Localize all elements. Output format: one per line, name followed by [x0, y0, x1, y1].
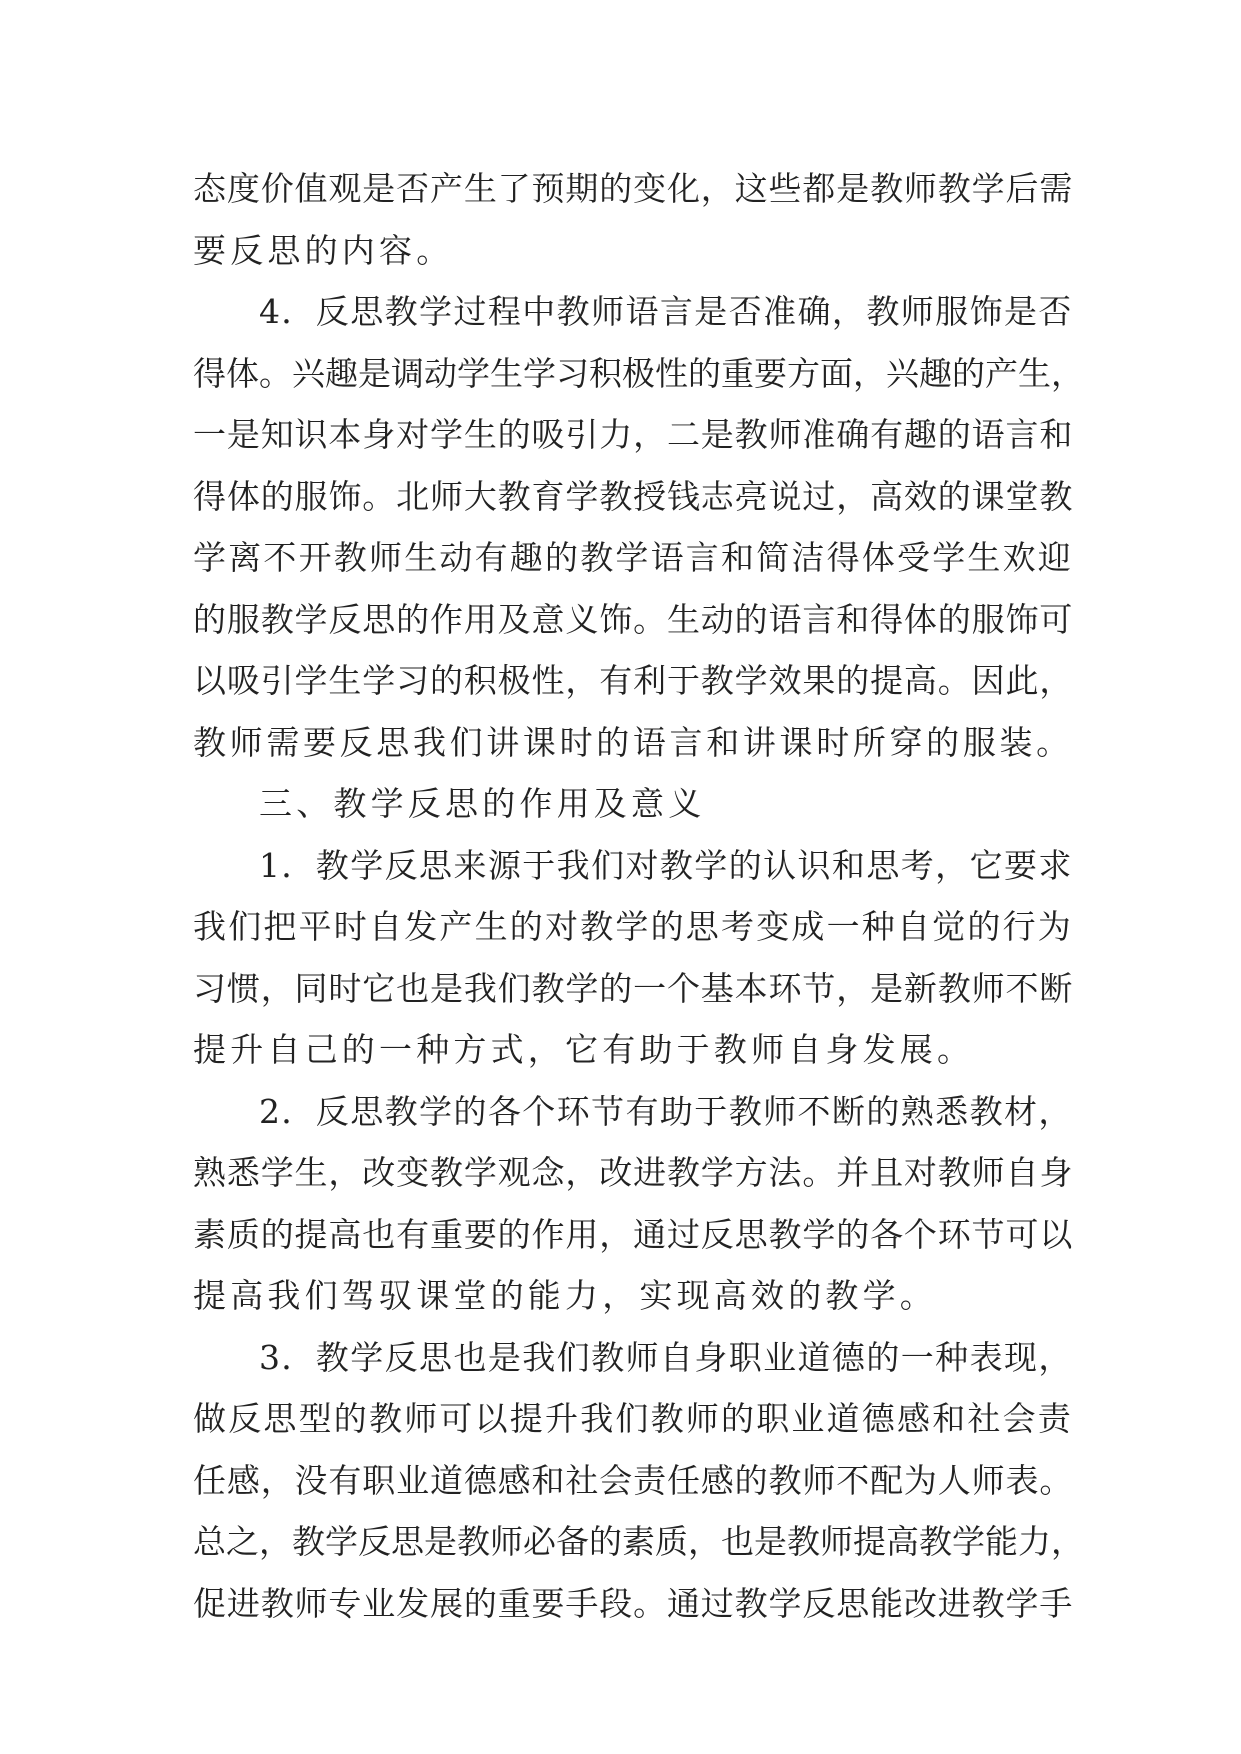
text-line: 1．教学反思来源于我们对教学的认识和思考，它要求 [259, 845, 1073, 885]
text-line: 以吸引学生学习的积极性，有利于教学效果的提高。因此， [193, 661, 1074, 700]
text-line: 我们把平时自发产生的对教学的思考变成一种自觉的行为 [193, 907, 1073, 946]
text-line: 态度价值观是否产生了预期的变化，这些都是教师教学后需 [193, 169, 1074, 208]
document-body [193, 158, 1084, 1634]
text-line: 习惯，同时它也是我们教学的一个基本环节，是新教师不断 [193, 968, 1074, 1008]
text-line: 2．反思教学的各个环节有助于教师不断的熟悉教材， [259, 1091, 1073, 1131]
text-line: 要反思的内容。 [193, 230, 454, 270]
text-line: 任感，没有职业道德感和社会责任感的教师不配为人师表。 [193, 1460, 1074, 1500]
text-line: 总之，教学反思是教师必备的素质，也是教师提高教学能力， [193, 1522, 1084, 1561]
text-line: 提升自己的一种方式，它有助于教师自身发展。 [193, 1030, 975, 1069]
text-line: 提高我们驾驭课堂的能力，实现高效的教学。 [193, 1276, 937, 1315]
text-line: 熟悉学生，改变教学观念，改进教学方法。并且对教师自身 [193, 1153, 1074, 1192]
text-line: 得体的服饰。北师大教育学教授钱志亮说过，高效的课堂教 [193, 476, 1074, 516]
text-line: 教师需要反思我们讲课时的语言和讲课时所穿的服装。 [193, 722, 1073, 762]
text-line: 促进教师专业发展的重要手段。通过教学反思能改进教学手 [193, 1583, 1074, 1623]
text-line: 学离不开教师生动有趣的教学语言和简洁得体受学生欢迎 [193, 538, 1073, 577]
text-line: 素质的提高也有重要的作用，通过反思教学的各个环节可以 [193, 1214, 1074, 1254]
section-heading: 三、教学反思的作用及意义 [259, 784, 706, 823]
text-line: 一是知识本身对学生的吸引力，二是教师准确有趣的语言和 [193, 415, 1074, 454]
text-line: 做反思型的教师可以提升我们教师的职业道德感和社会责 [193, 1399, 1073, 1438]
text-line: 得体。兴趣是调动学生学习积极性的重要方面，兴趣的产生， [193, 353, 1084, 393]
text-line: 4．反思教学过程中教师语言是否准确，教师服饰是否 [259, 292, 1073, 331]
text-line: 的服教学反思的作用及意义饰。生动的语言和得体的服饰可 [193, 599, 1074, 639]
text-line: 3．教学反思也是我们教师自身职业道德的一种表现， [259, 1337, 1073, 1377]
